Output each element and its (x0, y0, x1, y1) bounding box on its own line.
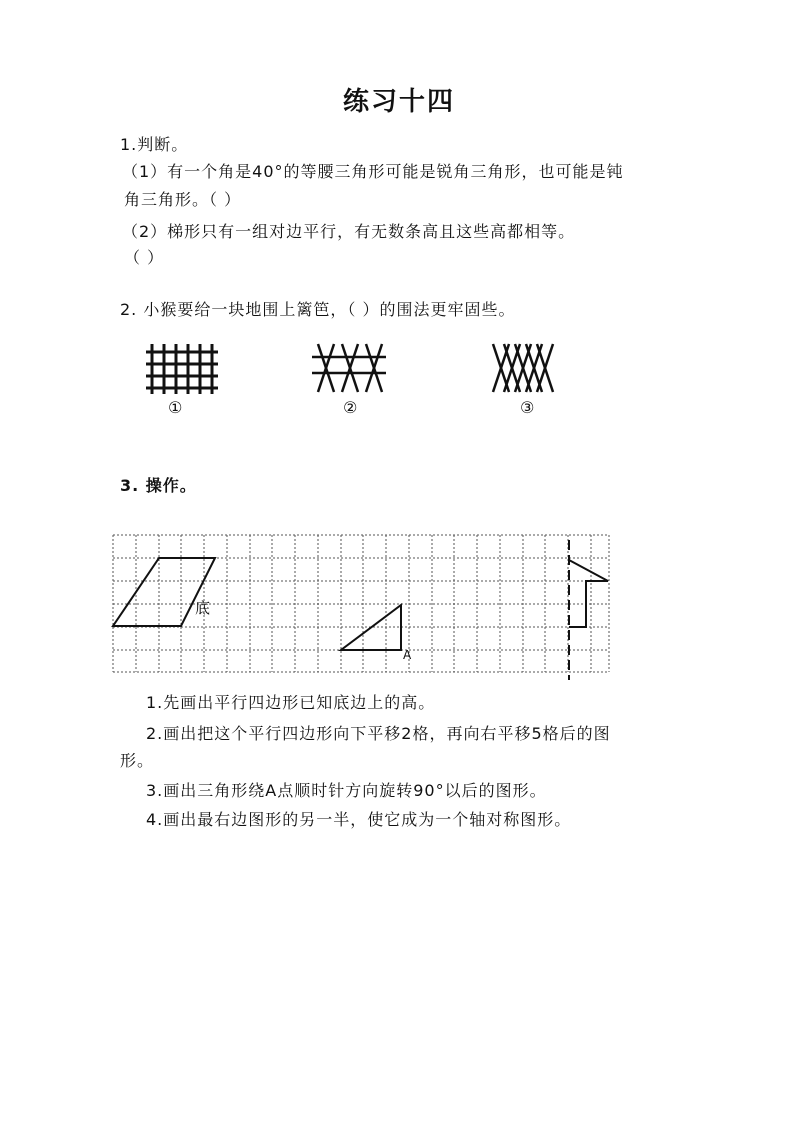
half-figure-shape (569, 560, 608, 627)
step-3: 3.画出三角形绕A点顺时针方向旋转90°以后的图形。 (146, 781, 547, 800)
option-3-label: ③ (520, 398, 536, 417)
step-2: 2.画出把这个平行四边形向下平移2格，再向右平移5格后的图 (146, 724, 611, 743)
option-1-label: ① (168, 398, 184, 417)
step-4: 4.画出最右边图形的另一半，使它成为一个轴对称图形。 (146, 810, 572, 829)
q1-item2-line2: （ ） (124, 248, 165, 267)
q1-item2-line1: （2）梯形只有一组对边平行，有无数条高且这些高都相等。 (122, 222, 576, 241)
base-label: 底 (195, 599, 211, 617)
step-2-cont: 形。 (120, 751, 155, 770)
q2-text: 2. 小猴要给一块地围上篱笆，（ ）的围法更牢固些。 (120, 300, 516, 319)
option-2-label: ② (343, 398, 359, 417)
q3-heading: 3. 操作。 (120, 476, 197, 495)
page-title: 练习十四 (343, 87, 456, 117)
q1-heading: 1.判断。 (120, 135, 189, 154)
step-1: 1.先画出平行四边形已知底边上的高。 (146, 693, 436, 712)
q1-item1-line1: （1）有一个角是40°的等腰三角形可能是锐角三角形，也可能是钝 (122, 162, 624, 181)
q1-item1-line2: 角三角形。（ ） (124, 190, 242, 209)
point-a-label: A (403, 648, 412, 662)
